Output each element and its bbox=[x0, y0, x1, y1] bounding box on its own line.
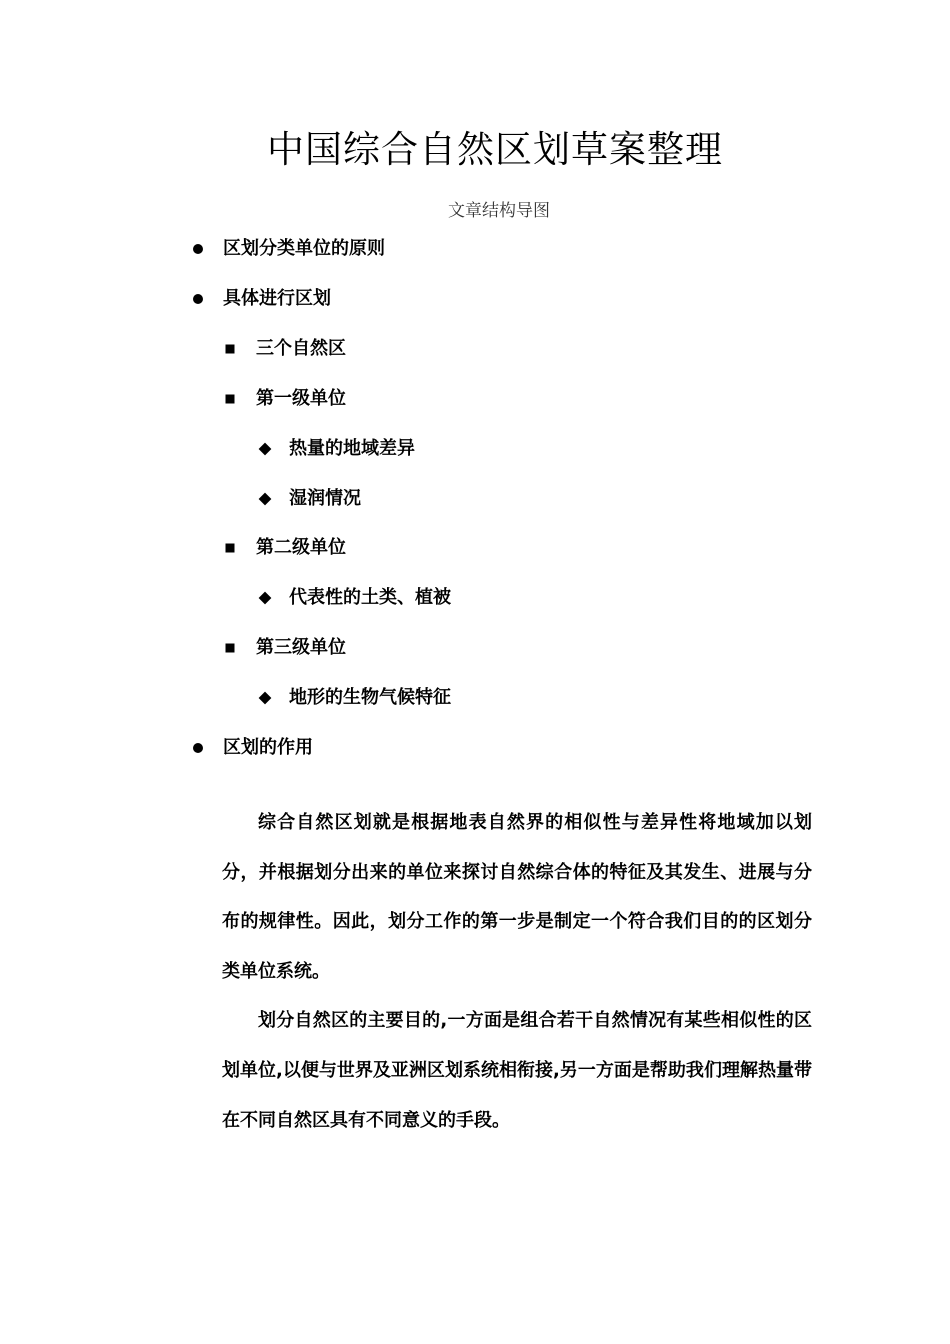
bullet-dot-icon bbox=[193, 244, 203, 254]
paragraph: 综合自然区划就是根据地表自然界的相似性与差异性将地域加以划分，并根据划分出来的单位来探讨自然综合体的特征及其发生、进展与分布的规律性。因此，划分工作的第一步是制定一个符合我们目的的区划分类单位系统。 bbox=[222, 812, 812, 982]
document-title: 中国综合自然区划草案整理 bbox=[267, 128, 723, 171]
bullet-dot-icon bbox=[193, 743, 203, 753]
bullet-diamond-icon bbox=[259, 443, 272, 456]
outline-item-text: 第二级单位 bbox=[256, 537, 346, 558]
bullet-diamond-icon bbox=[259, 493, 272, 506]
outline-item-text: 第一级单位 bbox=[256, 388, 346, 409]
outline-item-text: 具体进行区划 bbox=[223, 288, 331, 309]
document-subtitle: 文章结构导图 bbox=[448, 201, 550, 221]
outline-item-text: 地形的生物气候特征 bbox=[289, 687, 451, 708]
paragraph: 划分自然区的主要目的,一方面是组合若干自然情况有某些相似性的区划单位,以便与世界及亚洲区划系统相衔接,另一方面是帮助我们理解热量带在不同自然区具有不同意义的手段。 bbox=[222, 1010, 812, 1131]
outline-item-text: 区划分类单位的原则 bbox=[223, 238, 385, 259]
bullet-square-icon bbox=[226, 544, 235, 553]
bullet-square-icon bbox=[226, 395, 235, 404]
outline-item-text: 代表性的土类、植被 bbox=[289, 587, 451, 608]
bullet-square-icon bbox=[226, 644, 235, 653]
bullet-diamond-icon bbox=[259, 692, 272, 705]
bullet-diamond-icon bbox=[259, 592, 272, 605]
outline-item-text: 三个自然区 bbox=[256, 338, 346, 359]
outline-item-text: 热量的地域差异 bbox=[289, 438, 415, 459]
outline-item-text: 湿润情况 bbox=[289, 488, 361, 509]
bullet-dot-icon bbox=[193, 294, 203, 304]
outline-item-text: 区划的作用 bbox=[223, 737, 313, 758]
bullet-square-icon bbox=[226, 345, 235, 354]
body-text bbox=[222, 798, 812, 1145]
outline-item-text: 第三级单位 bbox=[256, 637, 346, 658]
